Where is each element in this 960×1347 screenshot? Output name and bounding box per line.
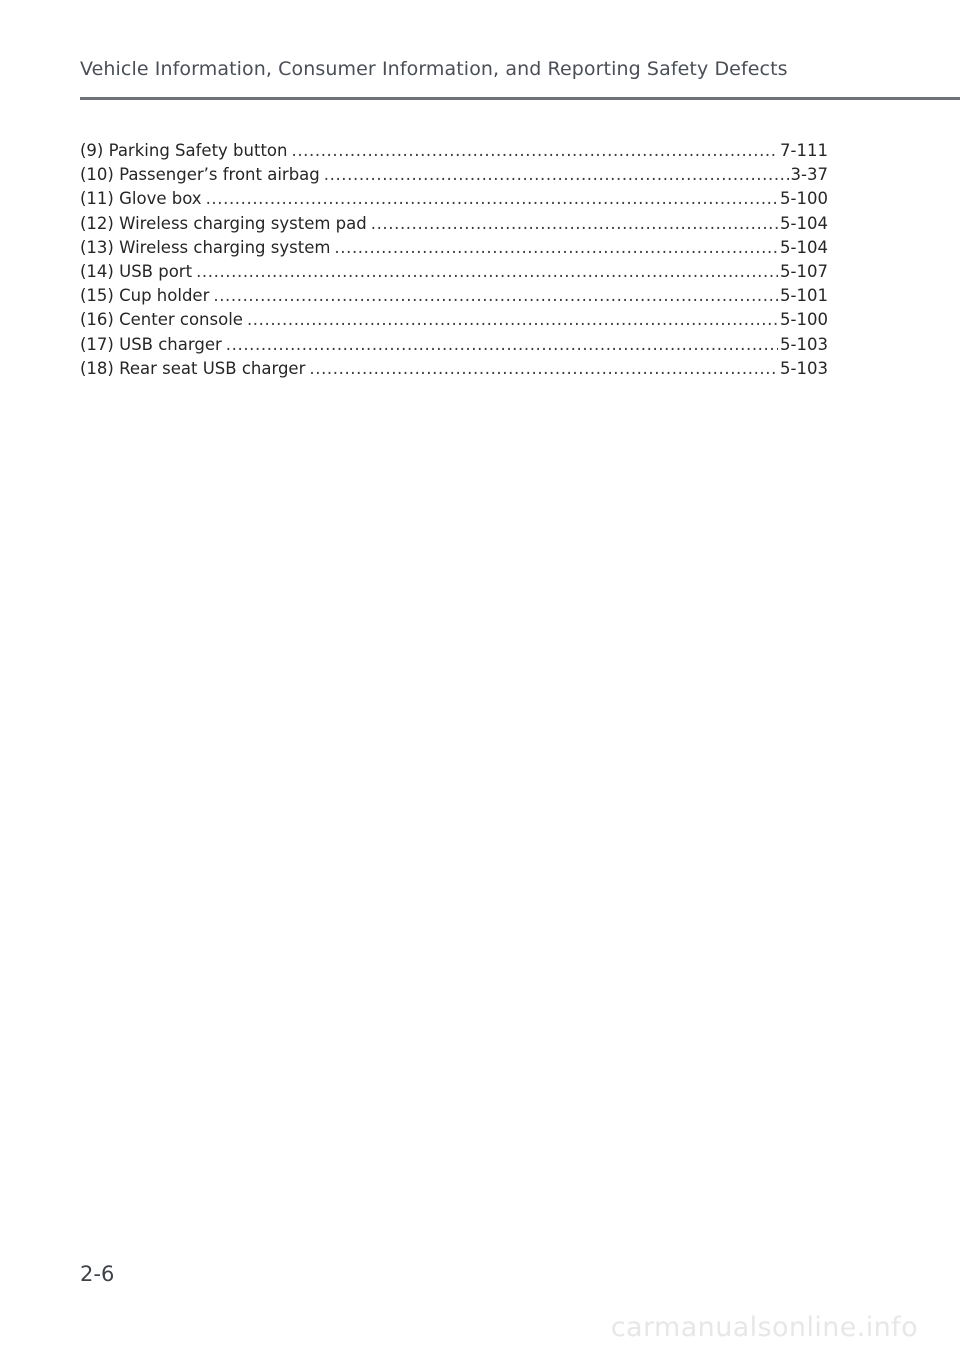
dot-leader xyxy=(213,284,778,308)
index-entry-page: 5-104 xyxy=(780,237,828,257)
index-entry-label: (17) USB charger xyxy=(80,334,222,354)
dot-leader xyxy=(206,187,778,211)
watermark: carmanualsonline.info xyxy=(610,1312,918,1343)
index-entry xyxy=(80,139,828,163)
header-divider xyxy=(80,97,960,100)
index-entry-page: 5-104 xyxy=(780,213,828,233)
index-entry-page: 5-100 xyxy=(780,189,828,209)
dot-leader xyxy=(196,260,778,284)
dot-leader xyxy=(371,212,778,236)
index-entry-page: 5-101 xyxy=(780,286,828,306)
page-number: 2-6 xyxy=(80,1262,115,1286)
index-entry-label: (11) Glove box xyxy=(80,189,202,209)
index-entry-label: (18) Rear seat USB charger xyxy=(80,358,306,378)
dot-leader xyxy=(309,357,778,381)
index-entry xyxy=(80,284,828,308)
index-entry xyxy=(80,236,828,260)
index-entry-label: (15) Cup holder xyxy=(80,286,210,306)
index-entry xyxy=(80,260,828,284)
index-entry-page: 5-107 xyxy=(780,261,828,281)
index-entry-page: 5-103 xyxy=(780,334,828,354)
dot-leader xyxy=(324,163,789,187)
index-entry-page: 3-37 xyxy=(790,165,828,185)
index-entry-label: (13) Wireless charging system xyxy=(80,237,331,257)
index-entry-page: 5-103 xyxy=(780,358,828,378)
page-header-title: Vehicle Information, Consumer Information, and Reporting Safety Defects xyxy=(80,58,788,80)
index-entry xyxy=(80,163,828,187)
index-entry xyxy=(80,333,828,357)
index-entry xyxy=(80,187,828,211)
dot-leader xyxy=(334,236,778,260)
index-list xyxy=(80,139,828,381)
dot-leader xyxy=(291,139,778,163)
index-entry-page: 5-100 xyxy=(780,310,828,330)
index-entry xyxy=(80,308,828,332)
index-entry xyxy=(80,212,828,236)
dot-leader xyxy=(226,333,778,357)
index-entry xyxy=(80,357,828,381)
index-entry-label: (16) Center console xyxy=(80,310,243,330)
dot-leader xyxy=(247,308,778,332)
index-entry-page: 7-111 xyxy=(780,141,828,160)
index-entry-label: (14) USB port xyxy=(80,261,193,281)
index-entry-label: (9) Parking Safety button xyxy=(80,141,288,160)
index-entry-label: (12) Wireless charging system pad xyxy=(80,213,367,233)
index-entry-label: (10) Passenger’s front airbag xyxy=(80,165,320,185)
